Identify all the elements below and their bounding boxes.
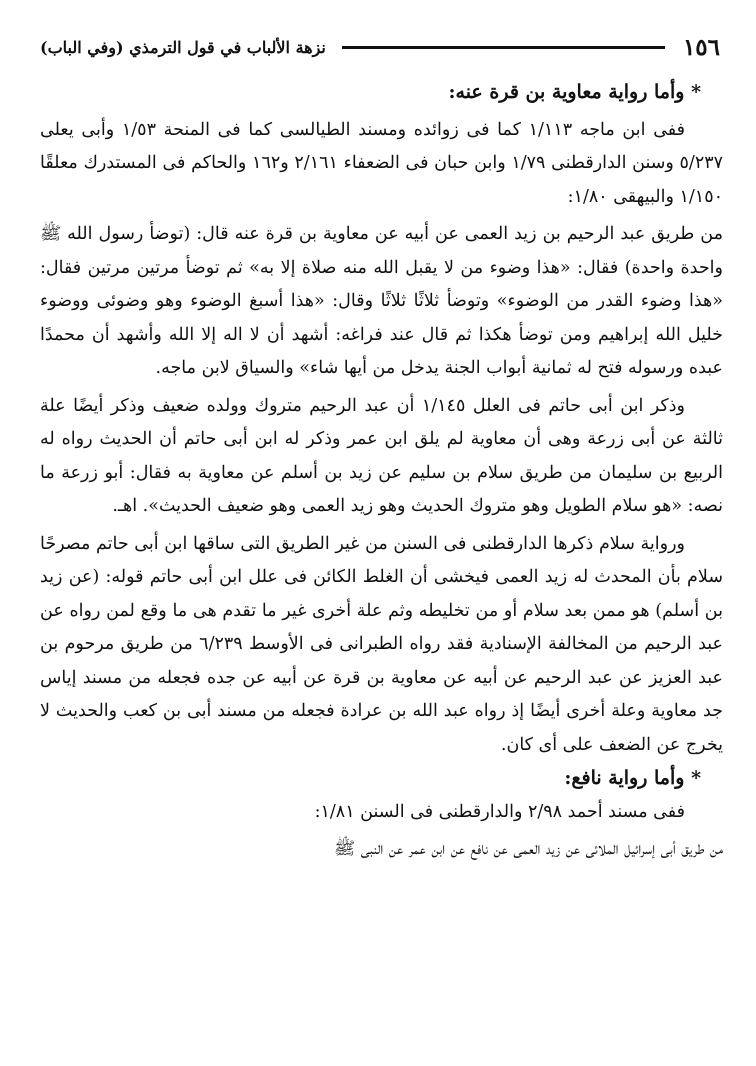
paragraph-isnad-2: من طريق أبى إسرائيل الملائى عن زيد العمى عن نافع عن ابن عمر عن النبى ﷺ xyxy=(334,839,723,859)
paragraph-sources-2: ففى مسند أحمد ٢/٩٨ والدارقطنى فى السنن ١/٨١: xyxy=(314,801,685,822)
header-rule xyxy=(342,46,665,49)
section-heading-muawiya xyxy=(40,76,723,110)
page-body xyxy=(40,76,723,1036)
page-header xyxy=(40,30,720,64)
section-heading-nafi xyxy=(40,762,723,796)
paragraph-isnad-1: من طريق عبد الرحيم بن زيد العمى عن أبيه عن معاوية بن قرة عنه قال: (توضأ رسول الله ﷺ واحدة واحدة) فقال: «هذا وضوء من لا يقبل الله منه صلاة إلا به» ثم توضأ مرتين مرتين فقال: «هذا وضوء القدر من الوضوء» وتوضأ ثلاثًا ثلاثًا وقال: «هذا أسبغ الوضوء وهو وضوئى ووضوء خليل الله إبراهيم ومن توضأ هكذا ثم قال عند فراغه: أشهد أن لا اله إلا الله وأشهد أن محمدًا عبده ورسوله فتح له ثمانية أبواب الجنة يدخل من أيها شاء» والسياق لابن ماجه. xyxy=(40,224,723,378)
heading-text: وأما رواية معاوية بن قرة عنه: xyxy=(448,81,685,103)
paragraph-salam-riwaya: ورواية سلام ذكرها الدارقطنى فى السنن من غير الطريق التى ساقها ابن أبى حاتم مصرحًا سلام بأن المحدث له زيد العمى فيخشى أن الغلط الكائن فى علل ابن أبى حاتم قوله: (عن زيد بن أسلم) هو ممن بعد سلام أو من تخليطه وثم علة أخرى غير ما تقدم هى ما وقع لمن رواه عن عبد الرحيم من المخالفة الإسنادية فقد رواه الطبرانى فى الأوسط ٦/٢٣٩ من طريق مرحوم بن عبد العزيز عن عبد الرحيم عن أبيه عن معاوية بن قرة عن أبيه عن جده فجعله من مسند إياس جد معاوية وعلة أخرى أيضًا إذ رواه عبد الله بن عرادة فجعله من مسند أبى بن كعب والحديث لا يخرج عن الضعف على أى كان. xyxy=(40,533,723,755)
heading-text: وأما رواية نافع: xyxy=(564,767,685,789)
asterisk-bullet: * xyxy=(691,767,701,789)
asterisk-bullet: * xyxy=(691,81,701,103)
running-title: نزهة الألباب في قول الترمذي (وفي الباب) xyxy=(40,37,326,57)
paragraph-sources-1: ففى ابن ماجه ١/١١٣ كما فى زوائده ومسند الطيالسى كما فى المنحة ١/٥٣ وأبى يعلى ٥/٢٣٧ وسنن الدارقطنى ١/٧٩ وابن حبان فى الضعفاء ٢/١٦١ و١٦٢ والحاكم فى المستدرك معلقًا ١/١٥٠ والبيهقى ١/٨٠: xyxy=(40,119,723,207)
paragraph-ilal: وذكر ابن أبى حاتم فى العلل ١/١٤٥ أن عبد الرحيم متروك وولده ضعيف وذكر أيضًا علة ثالثة عن أبى زرعة وهى أن معاوية لم يلق ابن عمر وذكر له ابن أبى حاتم أن الحديث رواه له الربيع بن سليمان من طريق سلام بن سليم عن زيد بن أسلم عن معاوية به فقال: أبو زرعة ما نصه: «هو سلام الطويل وهو متروك الحديث وهو زيد العمى وهو ضعيف الحديث». اهـ. xyxy=(40,395,723,516)
page-number: ١٥٦ xyxy=(682,33,720,61)
